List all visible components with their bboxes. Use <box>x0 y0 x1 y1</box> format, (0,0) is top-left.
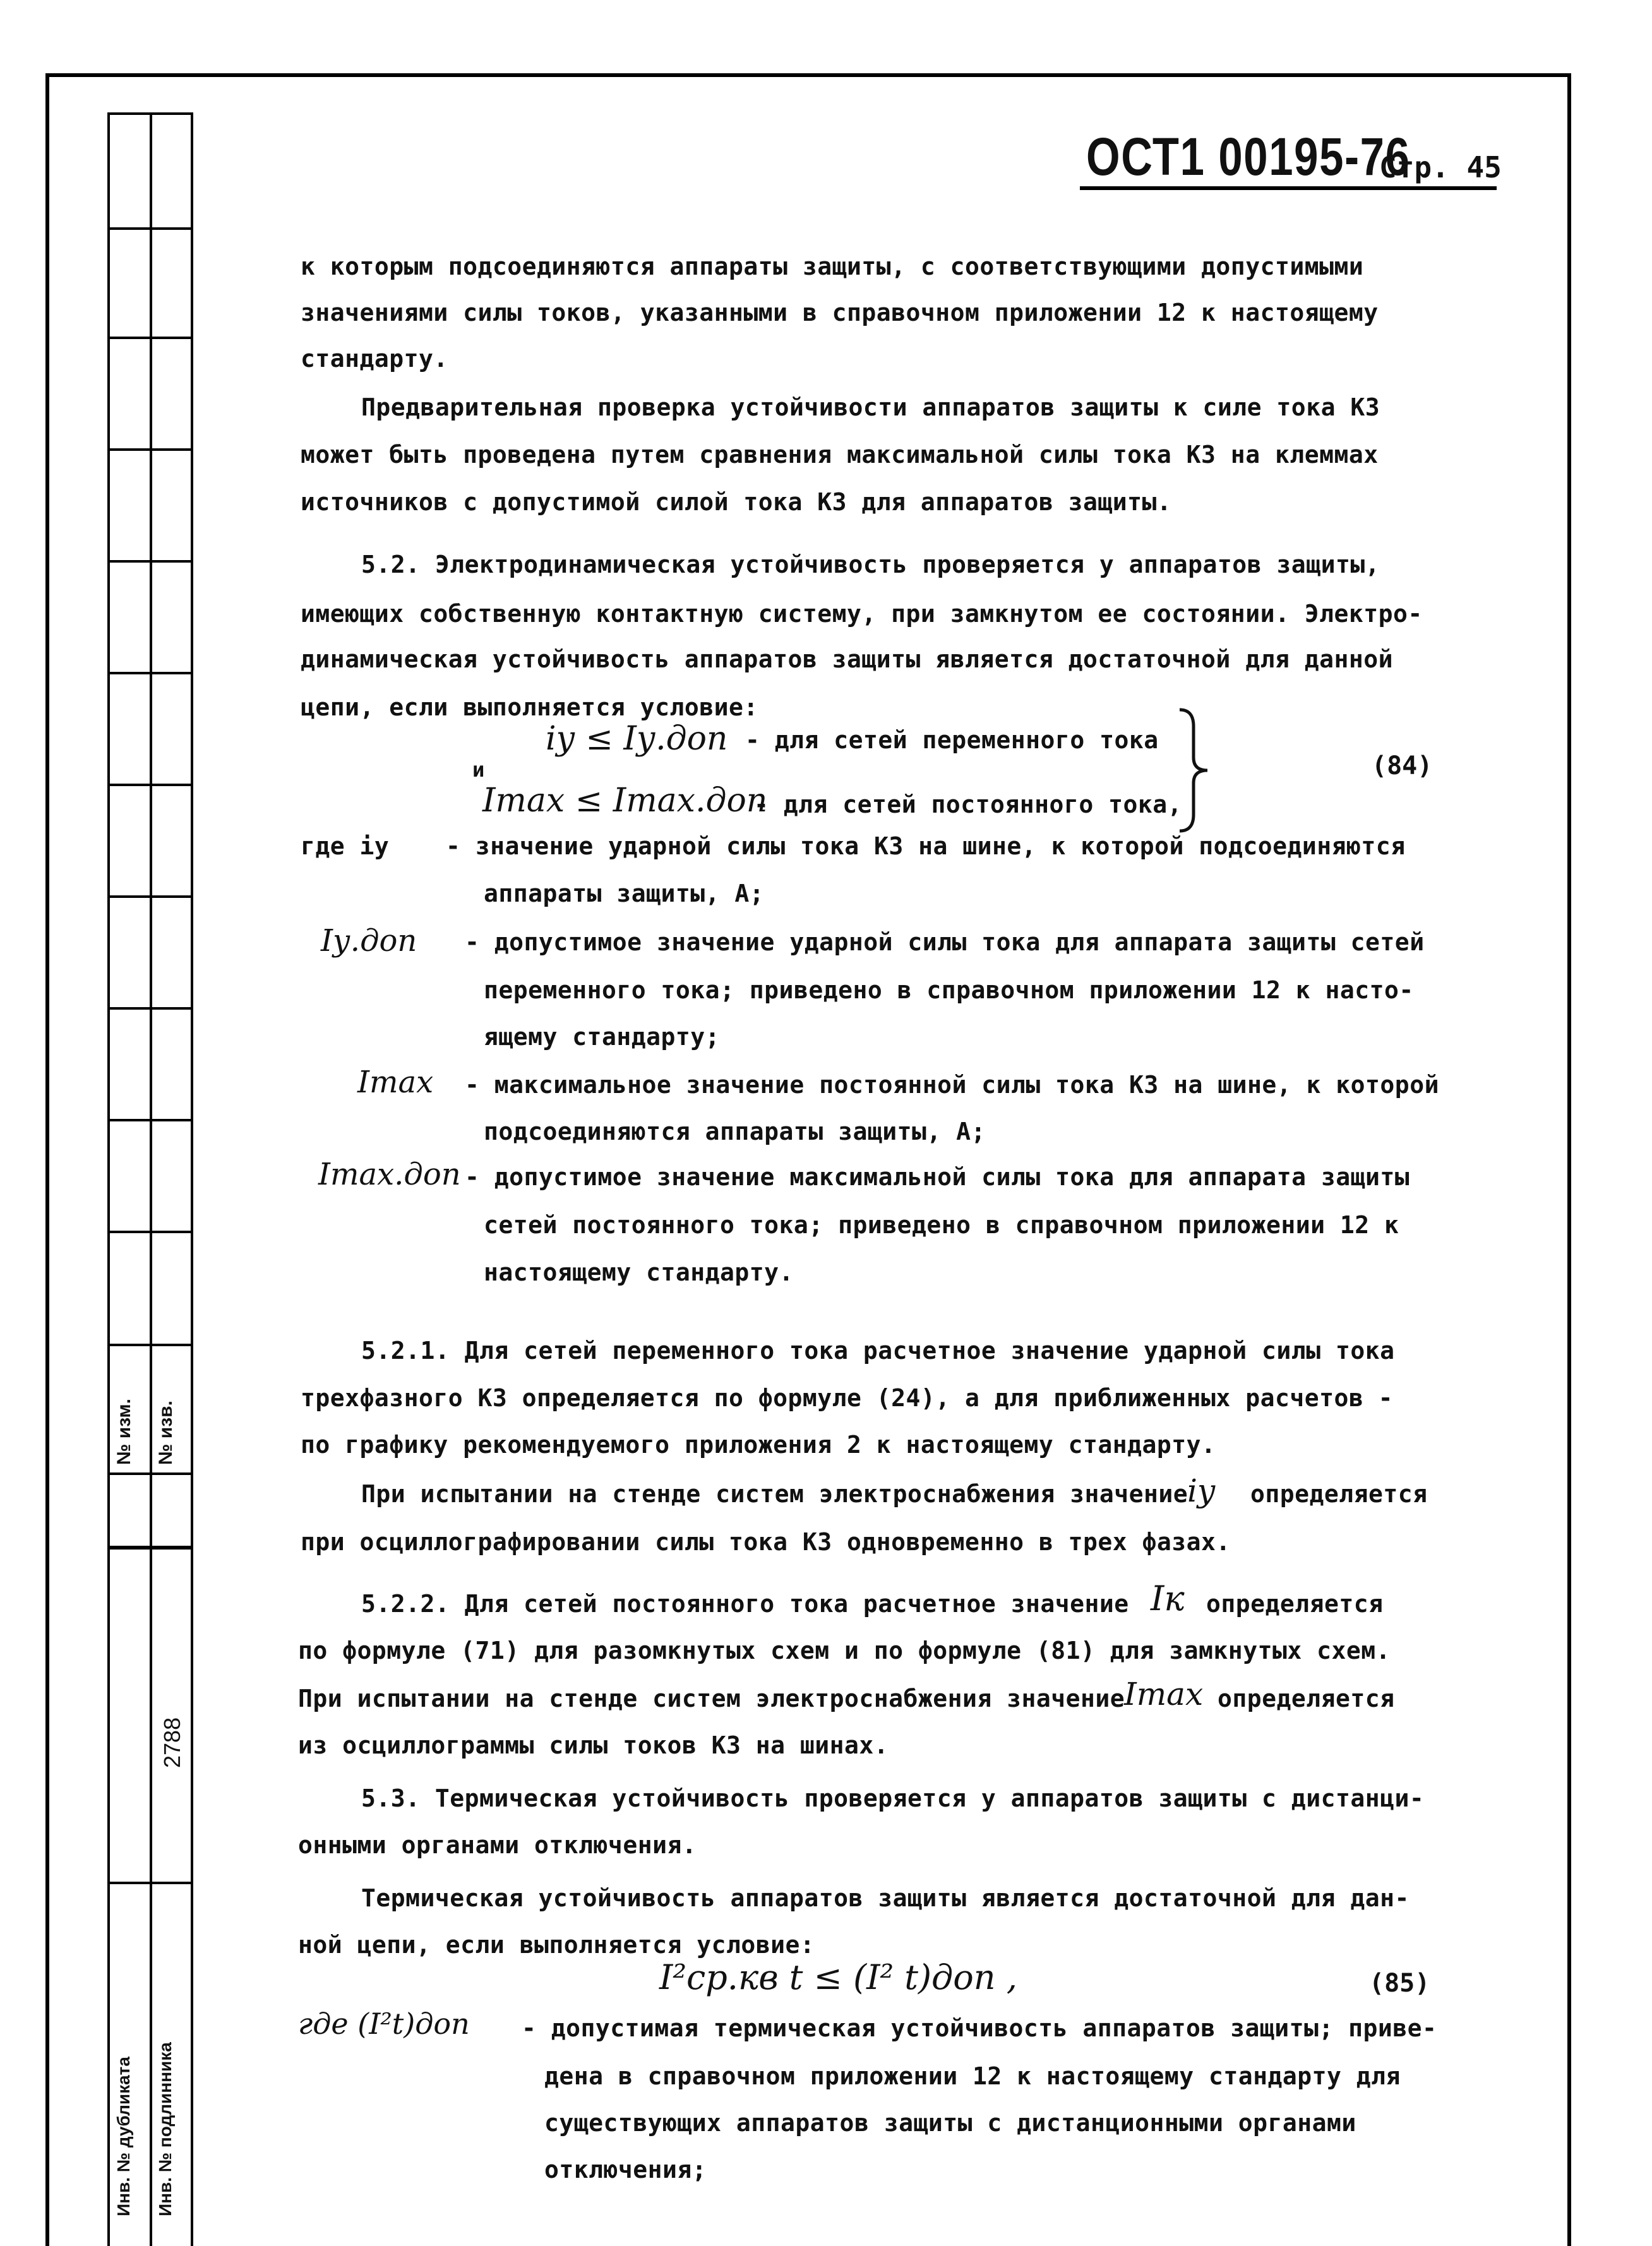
text-line: значениями силы токов, указанными в справочном приложении 12 к настоящему <box>301 299 1379 326</box>
strip-h10 <box>107 1231 193 1233</box>
text-line: 5.2. Электродинамическая устойчивость проверяется у аппаратов защиты, <box>361 551 1380 578</box>
def-symbol: Iу.доп <box>321 923 417 959</box>
text-line: по графику рекомендуемого приложения 2 к настоящему стандарту. <box>301 1431 1216 1459</box>
frame-left <box>45 73 49 2246</box>
text-line: определяется <box>1250 1480 1428 1508</box>
strip-h2 <box>107 337 193 339</box>
strip-h9 <box>107 1119 193 1121</box>
eq84-line2-text: - для сетей постоянного тока, <box>754 791 1182 818</box>
def-line: - допустимая термическая устойчивость аппаратов защиты; приве- <box>522 2014 1437 2042</box>
frame-top <box>45 73 1571 77</box>
def-line: подсоединяются аппараты защиты, А; <box>484 1118 986 1145</box>
inline-symbol: Iк <box>1151 1579 1185 1618</box>
text-line: 5.2.2. Для сетей постоянного тока расчетное значение <box>361 1590 1129 1618</box>
text-line: 5.3. Термическая устойчивость проверяется у аппаратов защиты с дистанци- <box>361 1784 1425 1812</box>
page-number: Стр. 45 <box>1379 150 1502 184</box>
def-line: - значение ударной силы тока КЗ на шине, к которой подсоединяются <box>446 832 1406 860</box>
def-symbol: где iу <box>301 832 390 860</box>
def-line: - допустимое значение ударной силы тока для аппарата защиты сетей <box>465 928 1425 956</box>
eq84-brace <box>1175 707 1212 833</box>
side-izv-label: № изв. <box>155 1401 176 1465</box>
strip-h4 <box>107 560 193 563</box>
inline-symbol: iу <box>1187 1472 1216 1509</box>
side-podl-label: Инв. № подлинника <box>155 2042 175 2216</box>
side-number: 2788 <box>159 1717 185 1768</box>
eq84-and: и <box>472 758 485 782</box>
def-line: аппараты защиты, А; <box>484 880 765 907</box>
text-line: При испытании на стенде систем электроснабжения значение <box>361 1480 1188 1508</box>
def-line: переменного тока; приведено в справочном приложении 12 к насто- <box>484 976 1414 1004</box>
def-line: - допустимое значение максимальной силы тока для аппарата защиты <box>465 1163 1410 1191</box>
strip-h6 <box>107 784 193 786</box>
def-line: ящему стандарту; <box>484 1023 721 1051</box>
def-line: существующих аппаратов защиты с дистанционными органами <box>544 2109 1356 2137</box>
def-symbol: Imax <box>357 1065 434 1100</box>
text-line: онными органами отключения. <box>298 1831 697 1859</box>
strip-top <box>107 112 193 115</box>
def-line: дена в справочном приложении 12 к настоящему стандарту для <box>544 2062 1401 2090</box>
text-line: может быть проведена путем сравнения максимальной силы тока КЗ на клеммах <box>301 441 1379 469</box>
text-line: динамическая устойчивость аппаратов защиты является достаточной для данной <box>301 645 1393 673</box>
strip-h13 <box>107 1546 193 1550</box>
text-line: При испытании на стенде систем электроснабжения значение <box>298 1685 1125 1712</box>
text-line: Термическая устойчивость аппаратов защиты является достаточной для дан- <box>361 1884 1410 1912</box>
eq84-line1-text: - для сетей переменного тока <box>745 726 1159 754</box>
def-line: настоящему стандарту. <box>484 1258 794 1286</box>
strip-h3 <box>107 448 193 451</box>
strip-h11 <box>107 1344 193 1346</box>
def-symbol: Imax.доп <box>318 1157 461 1192</box>
def-line: отключения; <box>544 2156 707 2183</box>
text-line: к которым подсоединяются аппараты защиты, с соответствующими допустимыми <box>301 253 1364 280</box>
def-line: сетей постоянного тока; приведено в справочном приложении 12 к <box>484 1211 1399 1239</box>
text-line: определяется <box>1218 1685 1395 1712</box>
strip-h14 <box>107 1882 193 1884</box>
text-line: стандарту. <box>301 345 448 373</box>
frame-right <box>1567 73 1571 2246</box>
text-line: источников с допустимой силой тока КЗ для аппаратов защиты. <box>301 488 1172 516</box>
inline-symbol: Imax <box>1124 1676 1204 1712</box>
text-line: имеющих собственную контактную систему, при замкнутом ее состоянии. Электро- <box>301 600 1423 628</box>
eq84-line2-formula: Imax ≤ Imax.доп <box>482 782 768 820</box>
eq85-number: (85) <box>1369 1969 1430 1998</box>
document-code: ОСТ1 00195-76 <box>1086 127 1411 186</box>
side-izm-label: № изм. <box>114 1399 135 1465</box>
eq84-number: (84) <box>1372 751 1433 780</box>
strip-h1 <box>107 227 193 230</box>
eq85-formula: I²ср.кв t ≤ (I² t)доп , <box>659 1957 1017 1997</box>
strip-h12 <box>107 1472 193 1475</box>
text-line: из осциллограммы силы токов КЗ на шинах. <box>298 1731 889 1759</box>
strip-line-c <box>191 112 193 2246</box>
def-line: - максимальное значение постоянной силы тока КЗ на шине, к которой <box>465 1071 1439 1099</box>
text-line: цепи, если выполняется условие: <box>301 693 758 721</box>
strip-h5 <box>107 672 193 674</box>
text-line: 5.2.1. Для сетей переменного тока расчетное значение ударной силы тока <box>361 1337 1395 1365</box>
text-line: определяется <box>1206 1590 1384 1618</box>
strip-h8 <box>107 1007 193 1010</box>
header-rule <box>1080 186 1497 190</box>
strip-line-a <box>107 112 110 2246</box>
side-dubl-label: Инв. № дубликата <box>114 2057 133 2216</box>
eq84-line1-formula: iу ≤ Iу.доп <box>546 720 728 758</box>
text-line: Предварительная проверка устойчивости аппаратов защиты к силе тока КЗ <box>361 393 1380 421</box>
text-line: по формуле (71) для разомкнутых схем и по формуле (81) для замкнутых схем. <box>298 1637 1391 1664</box>
strip-line-b <box>150 112 152 2246</box>
text-line: при осциллографировании силы тока КЗ одновременно в трех фазах. <box>301 1528 1231 1556</box>
def-symbol: где (I²t)доп <box>298 2007 470 2041</box>
strip-h7 <box>107 895 193 898</box>
text-line: ной цепи, если выполняется условие: <box>298 1931 815 1959</box>
text-line: трехфазного КЗ определяется по формуле (24), а для приближенных расчетов - <box>301 1384 1393 1412</box>
